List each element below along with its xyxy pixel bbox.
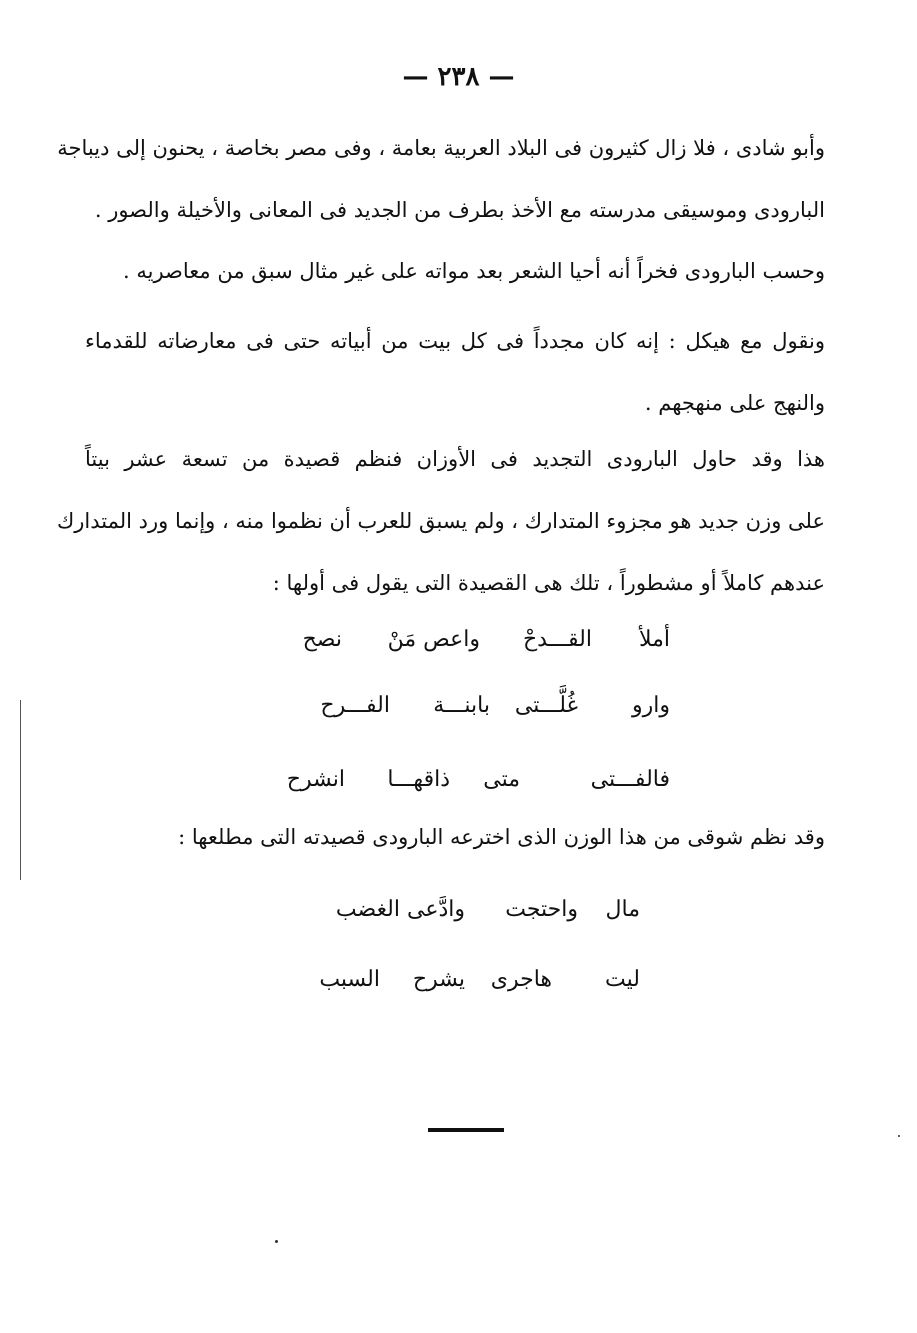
verse-word: غُلَّـــتى — [514, 693, 578, 718]
verse-word: أملأ — [638, 627, 670, 652]
poem-2-verse — [310, 960, 640, 1000]
scan-speck — [898, 1135, 900, 1137]
verse-word: ليت — [605, 967, 640, 992]
poem-2-verse — [310, 890, 640, 930]
paragraph-line: على وزن جديد هو مجزوء المتدارك ، ولم يسبق للعرب أن نظموا منه ، وإنما ورد المتدارك — [56, 509, 825, 533]
verse-word: ذاقهـــا — [387, 767, 450, 792]
verse-word: انشرح — [286, 767, 345, 792]
paragraph-2 — [85, 240, 825, 302]
verse-word: مال — [605, 897, 640, 922]
verse-word: يشرح — [412, 967, 465, 992]
margin-rule — [20, 700, 21, 880]
end-rule — [428, 1128, 504, 1132]
paragraph-line: ونقول مع هيكل : إنه كان مجدداً فى كل بيت من أبياته حتى فى معارضاته للقدماء — [85, 329, 825, 353]
paragraph-line: هذا وقد حاول البارودى التجديد فى الأوزان فنظم قصيدة من تسعة عشر بيتاً — [85, 447, 825, 471]
paragraph-5 — [85, 806, 825, 868]
verse-word: الفـــرح — [320, 693, 390, 718]
paragraph-line: عندهم كاملاً أو مشطوراً ، تلك هى القصيدة التى يقول فى أولها : — [272, 571, 825, 595]
verse-word: متى — [483, 767, 520, 792]
paragraph-3 — [85, 310, 825, 434]
verse-word: القـــدحْ — [522, 627, 592, 652]
paragraph-line: وحسب البارودى فخراً أنه أحيا الشعر بعد مواته على غير مثال سبق من معاصريه . — [123, 259, 825, 283]
verse-word: نصح — [302, 627, 342, 652]
verse-word: وارو — [632, 693, 670, 718]
verse-word: وادَّعى الغضب — [335, 897, 465, 922]
poem-1-verse — [270, 686, 670, 726]
scan-speck — [275, 1240, 278, 1243]
verse-word: واحتجت — [505, 897, 578, 922]
poem-1-verse — [270, 760, 670, 800]
paragraph-1 — [57, 117, 825, 241]
verse-word: هاجرى — [490, 967, 552, 992]
verse-word: السبب — [319, 967, 380, 992]
paragraph-line: وقد نظم شوقى من هذا الوزن الذى اخترعه البارودى قصيدته التى مطلعها : — [178, 825, 825, 849]
paragraph-line: وأبو شادى ، فلا زال كثيرون فى البلاد العربية بعامة ، وفى مصر بخاصة ، يحنون إلى ديباجة — [57, 136, 825, 160]
poem-1-verse — [270, 620, 670, 660]
verse-word: فالفـــتى — [590, 767, 670, 792]
paragraph-line: والنهج على منهجهم . — [644, 391, 825, 415]
page-number: — ٢٣٨ — — [402, 62, 515, 92]
verse-word: بابنـــة — [433, 693, 490, 718]
paragraph-line: البارودى وموسيقى مدرسته مع الأخذ بطرف من الجديد فى المعانى والأخيلة والصور . — [94, 198, 825, 222]
paragraph-4 — [56, 428, 825, 614]
verse-word: واعص مَنْ — [387, 627, 480, 652]
